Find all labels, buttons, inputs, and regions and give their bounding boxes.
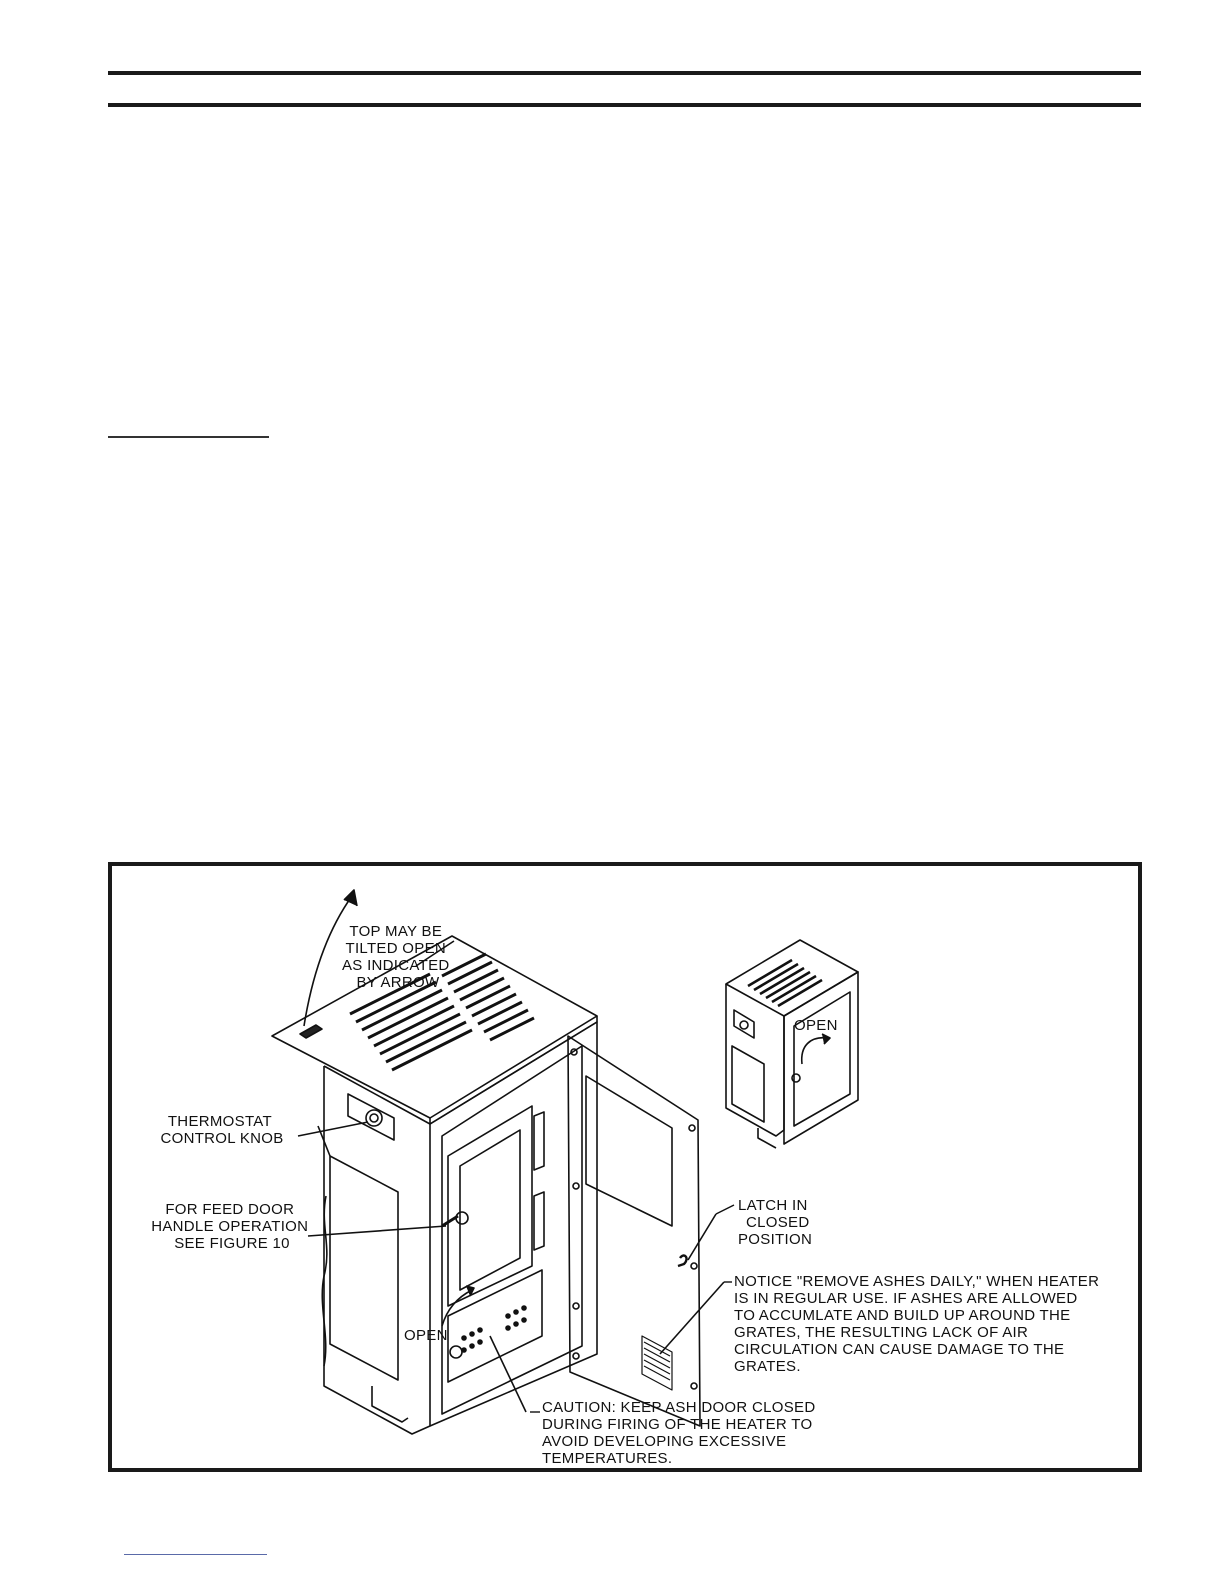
leader-caution (490, 1336, 526, 1412)
ash-door (448, 1270, 542, 1382)
footer-underline (124, 1554, 267, 1555)
callout-feed-door: FOR FEED DOOR HANDLE OPERATION SEE FIGURE 10 (151, 1201, 309, 1252)
open-door (568, 1036, 700, 1426)
callout-open-inset: OPEN (794, 1017, 838, 1034)
leader-thermostat (298, 1122, 368, 1136)
section-underline (108, 436, 269, 438)
callout-caution: CAUTION: KEEP ASH DOOR CLOSED DURING FIRING OF THE HEATER TO AVOID DEVELOPING EXCESSIVE TEMPERATURES. (542, 1399, 816, 1467)
leader-notice (660, 1282, 724, 1354)
ash-door-knob-icon (450, 1346, 462, 1358)
callout-top-tilt: TOP MAY BE TILTED OPEN AS INDICATED BY ARROW (342, 923, 450, 991)
door-window (586, 1076, 672, 1226)
lid-handle-icon (300, 1025, 322, 1038)
ash-open-arrow (442, 1290, 472, 1326)
heater-front (430, 1022, 597, 1426)
latch-icon (678, 1256, 687, 1266)
heater-illustration (112, 866, 1138, 1468)
inset-heater (726, 940, 858, 1148)
heater-figure (108, 862, 1142, 1472)
side-panel (330, 1156, 398, 1380)
door-bolts-icon (571, 1049, 697, 1389)
callout-latch: LATCH IN CLOSED POSITION (738, 1197, 813, 1248)
feed-door-handle-icon (456, 1212, 468, 1224)
callout-notice: NOTICE "REMOVE ASHES DAILY," WHEN HEATER IS IN REGULAR USE. IF ASHES ARE ALLOWED TO ACCUMLATE AND BUILD UP AROUND THE GRATES, THE RESULTING LACK OF AIR CIRCULATION CAN CAUSE DAMAGE TO THE GRATES. (734, 1273, 1100, 1375)
header-rule-bottom (108, 103, 1141, 107)
leader-latch (688, 1214, 716, 1260)
callout-open-ash: OPEN (404, 1327, 448, 1344)
thermostat-knob-icon (366, 1110, 382, 1126)
header-rule-top (108, 71, 1141, 75)
leader-feed-door (308, 1226, 446, 1236)
notice-plate (642, 1336, 672, 1390)
callout-thermostat: THERMOSTAT CONTROL KNOB (160, 1113, 284, 1147)
